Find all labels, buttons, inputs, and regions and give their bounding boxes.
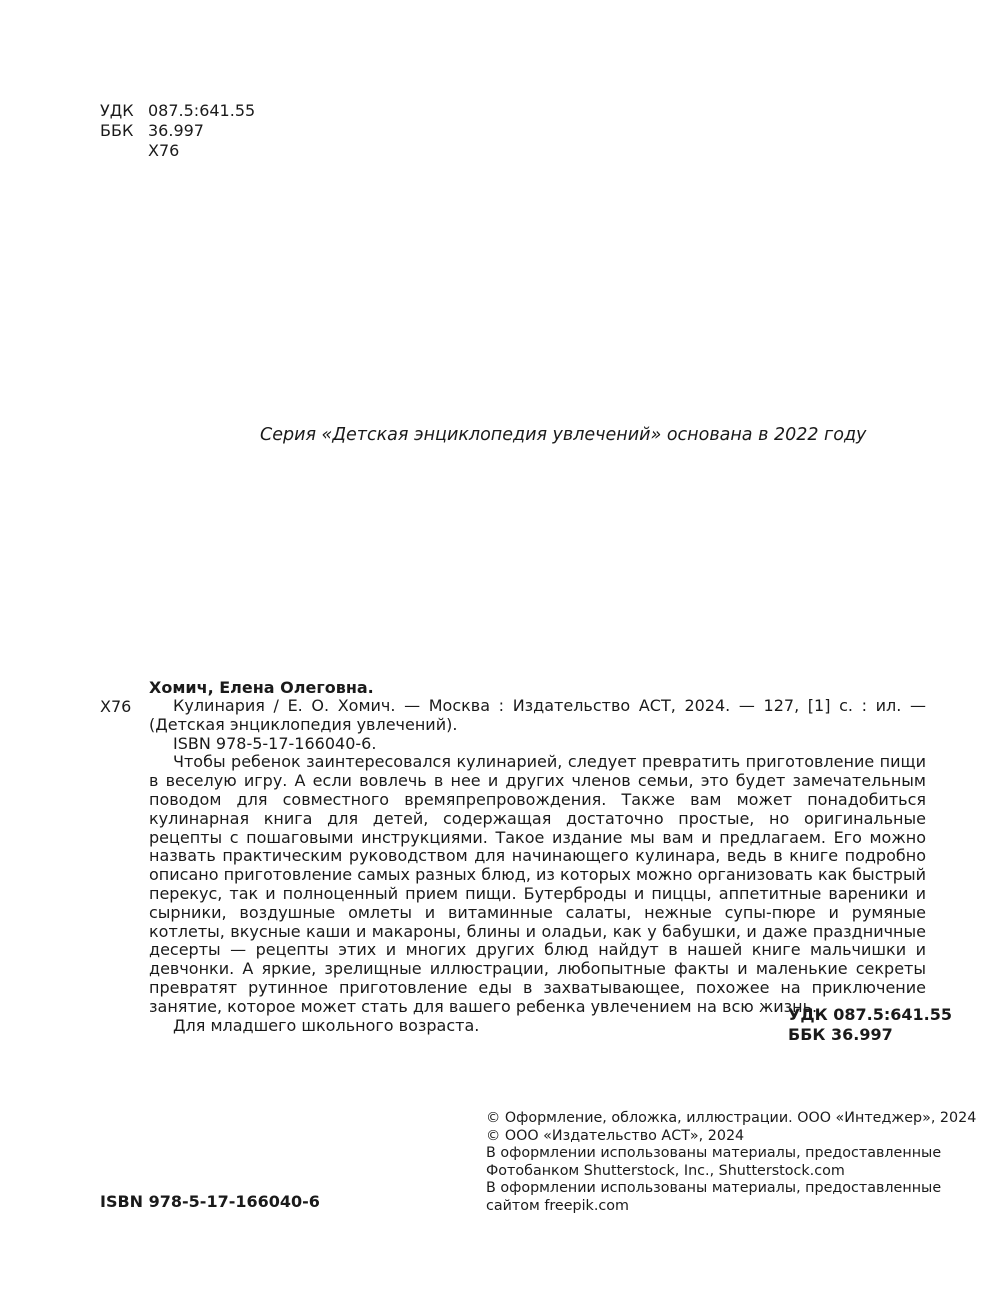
udk-value: 087.5:641.55 [148, 101, 256, 120]
series-line: Серия «Детская энциклопедия увлечений» основана в 2022 году [260, 425, 867, 445]
author-code: Х76 [100, 697, 132, 716]
bbk-row [100, 121, 255, 141]
classification-block [100, 101, 255, 161]
materials-shutterstock-2: Фотобанком Shutterstock, Inc., Shutterstock.com [486, 1162, 845, 1179]
author-heading: Хомич, Елена Олеговна. [149, 678, 374, 697]
bbk-label: ББК [100, 121, 134, 140]
materials-freepik-2: сайтом freepik.com [486, 1197, 629, 1214]
copyright-publisher: © ООО «Издательство АСТ», 2024 [486, 1127, 745, 1144]
isbn-line: ISBN 978-5-17-166040-6. [173, 733, 377, 753]
bbk-full: ББК 36.997 [788, 1025, 893, 1044]
udk-row [100, 101, 255, 121]
author-mark-row [100, 141, 255, 161]
bibliographic-record [149, 697, 926, 1035]
udk-full: УДК 087.5:641.55 [788, 1005, 952, 1024]
author-mark: Х76 [148, 141, 180, 160]
title-line: Кулинария / Е. О. Хомич. — Москва : Издательство АСТ, 2024. — 127, [1] с. : ил. — (Детская энциклопедия увлечений). [149, 696, 926, 734]
copyright-block [486, 1110, 977, 1215]
copyright-design: © Оформление, обложка, иллюстрации. ООО «Интеджер», 2024 [486, 1110, 977, 1126]
materials-shutterstock-1: В оформлении использованы материалы, предоставленные [486, 1145, 942, 1161]
materials-freepik-1: В оформлении использованы материалы, предоставленные [486, 1180, 942, 1196]
annotation: Чтобы ребенок заинтересовался кулинарией, следует превратить приготовление пищи в веселую игру. А если вовлечь в нее и других членов семьи, это будет замечательным поводом для совместного времяпрепровождения. Также вам может понадобиться кулинарная книга для детей, содержащая достаточно простые, но оригинальные рецепты с пошаговыми инструкциями. Такое издание мы вам и предлагаем. Его можно назвать практическим руководством для начинающего кулинара, ведь в книге подробно описано приготовление самых разных блюд, из которых можно организовать как быстрый перекус, так и полноценный прием пищи. Бутерброды и пиццы, аппетитные вареники и сырники, воздушные омлеты и витаминные салаты, нежные супы-пюре и румяные котлеты, вкусные каши и макароны, блины и оладьи, как у бабушки, и даже праздничные десерты — рецепты этих и многих других блюд найдут в нашей книге мальчишки и девчонки. А яркие, зрелищные иллюстрации, любопытные факты и маленькие секреты превратят рутинное приготовление еды в захватывающее, похожее на приключение занятие, которое может стать для вашего ребенка увлечением на всю жизнь. [149, 752, 926, 1016]
bbk-value: 36.997 [148, 121, 204, 140]
age-line: Для младшего школьного возраста. [173, 1015, 480, 1035]
udk-bbk-summary [788, 1005, 952, 1045]
udk-label: УДК [100, 101, 134, 120]
isbn-bottom: ISBN 978-5-17-166040-6 [100, 1192, 320, 1211]
